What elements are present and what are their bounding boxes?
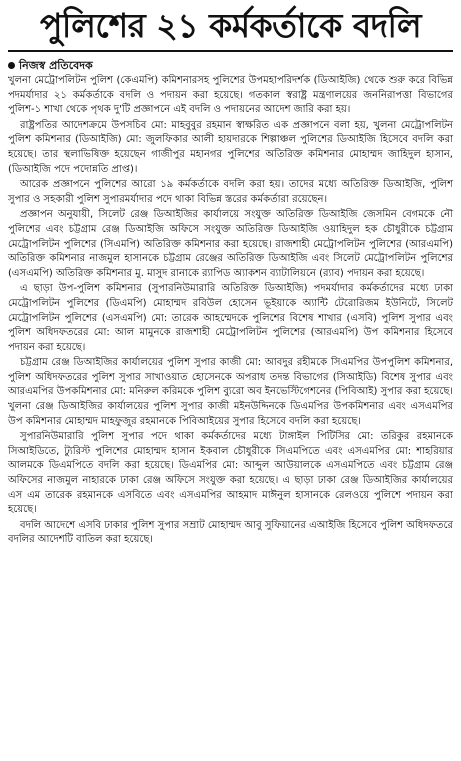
article-body	[8, 74, 453, 548]
paragraph-5: এ ছাড়া উপ-পুলিশ কমিশনার (সুপারনিউমারারি অতিরিক্ত ডিআইজি) পদমর্যাদার কর্মকর্তাদের মধ্যে ঢাকা মেট্রোপলিটন পুলিশের (ডিএমপি) মোহাম্মদ রবিউল হোসেন ভূইয়াকে অ্যান্টি টেরোরিজম ইউনিটে, সিলেট মেট্রোপলিটন পুলিশের (এসএমপি) মো: তারেক আহম্মেদকে পুলিশের বিশেষ শাখার (এসবি) পুলিশ সুপার এবং পুলিশ অধিদফতরের মো: আল মামুনকে রাজশাহী মেট্রোপলিটন পুলিশের (আরএমপি) উপ কমিশনার হিসেবে পদায়ন করা হয়েছে।	[8, 283, 453, 353]
byline-text: নিজস্ব প্রতিবেদক	[19, 59, 93, 72]
paragraph-8: বদলি আদেশে এসবি ঢাকার পুলিশ সুপার সম্রাট মোহাম্মদ আবু সুফিয়ানের এআইজি হিসেবে পুলিশ অধিদফতরে বদলির আদেশটি বাতিল করা হয়েছে।	[8, 519, 453, 546]
paragraph-7: সুপারনিউমারারি পুলিশ সুপার পদে থাকা কর্মকর্তাদের মধ্যে টাঙ্গাইল পিটিসির মো: তরিকুর রহমানকে সিআইডিতে, ট্যুরিস্ট পুলিশের মোহাম্মদ হাসান ইকবাল চৌধুরীকে সিএমপিতে এবং এসএমপির মো: শাহরিয়ার আলমকে ডিএমপিতে বদলি করা হয়েছে। ডিএমপির মো: আব্দুল আউয়ালকে এসএমপিতে এবং চট্টগ্রাম রেঞ্জ অফিসের নাজমুল নাহারকে ঢাকা রেঞ্জ অফিসে সংযুক্ত করা হয়েছে। এ ছাড়া ঢাকা রেঞ্জ ডিআইজির কার্যালয়ের এস এম তারেক রহমানকে এসবিতে এবং এসএমপির আহমাদ মাঈনুল হাসানকে রেলওয়ে পুলিশে পদায়ন করা হয়েছে।	[8, 431, 453, 516]
paragraph-4: প্রজ্ঞাপন অনুযায়ী, সিলেট রেঞ্জ ডিআইজির কার্যালয়ে সংযুক্ত অতিরিক্ত ডিআইজি জেসমিন বেগমকে নৌ পুলিশের এবং চট্টগ্রাম রেঞ্জ ডিআইজি অফিসে সংযুক্ত অতিরিক্ত ডিআইজি ওয়াহিদুল হক চৌধুরীকে চট্টগ্রাম মেট্রোপলিটন পুলিশের (সিএমপি) অতিরিক্ত কমিশনার করা হয়েছে। রাজশাহী মেট্রোপলিটন পুলিশের (আরএমপি) অতিরিক্ত কমিশনার নাজমুল হাসানকে চট্টগ্রাম রেঞ্জের অতিরিক্ত ডিআইজি এবং সিলেট মেট্রোপলিটন পুলিশের (এসএমপি) অতিরিক্ত কমিশনার মু. মাসুদ রানাকে র‌্যাপিড অ্যাকশন ব্যাটালিয়নে (র‌্যাব) পদায়ন করা হয়েছে।	[8, 209, 453, 279]
paragraph-1: খুলনা মেট্রোপলিটন পুলিশ (কেএমপি) কমিশনারসহ পুলিশের উপমহাপরিদর্শক (ডিআইজি) থেকে শুরু করে বিভিন্ন পদমর্যাদার ২১ কর্মকর্তাকে বদলি ও পদায়ন করা হয়েছে। গতকাল স্বরাষ্ট্র মন্ত্রণালয়ের জননিরাপত্তা বিভাগের পুলিশ-১ শাখা থেকে পৃথক দু'টি প্রজ্ঞাপনে এই বদলি ও পদায়নের আদেশ জারি করা হয়।	[8, 75, 453, 116]
headline: পুলিশের ২১ কর্মকর্তাকে বদলি	[39, 6, 422, 45]
bullet-icon	[8, 62, 15, 69]
paragraph-2: রাষ্ট্রপতির আদেশক্রমে উপসচিব মো: মাহবুবুর রহমান স্বাক্ষরিত এক প্রজ্ঞাপনে বলা হয়, খুলনা মেট্রোপলিটন পুলিশ কমিশনার (ডিআইজি) মো: জুলফিকার আলী হায়দারকে শিল্পাঞ্চল পুলিশের ডিআইজি হিসেবে বদলি করা হয়েছে। তার স্থলাভিষিক্ত হয়েছেন গাজীপুর মহানগর পুলিশের অতিরিক্ত কমিশনার মোহাম্মদ জাহিদুল হাসান, (ডিআইজি পদে পদোন্নতি প্রাপ্ত)।	[8, 119, 453, 175]
paragraph-3: আরেক প্রজ্ঞাপনে পুলিশের আরো ১৯ কর্মকর্তাকে বদলি করা হয়। তাদের মধ্যে অতিরিক্ত ডিআইজি, পুলিশ সুপার ও সহকারী পুলিশ সুপারমর্যাদার পদে থাকা বিভিন্ন স্তরের কর্মকর্তারা রয়েছেন।	[8, 179, 453, 205]
paragraph-6: চট্টগ্রাম রেঞ্জ ডিআইজির কার্যালয়ের পুলিশ সুপার কাজী মো: আবদুর রহীমকে সিএমপির উপপুলিশ কমিশনার, পুলিশ অধিদফতরের পুলিশ সুপার সাখাওয়াত হোসেনকে অপরাধ তদন্ত বিভাগের (সিআইডি) বিশেষ সুপার এবং আরএমপির উপকমিশনার মো: মনিরুল করিমকে পুলিশ ব্যুরো অব ইনভেস্টিগেশনের (পিবিআই) সুপার করা হয়েছে। খুলনা রেঞ্জ ডিআইজির কার্যালয়ের পুলিশ সুপার কাজী মইনউদ্দিনকে ডিএমপির উপকমিশনার এবং এসএমপির উপ কমিশনার মোহাম্মদ মাহফুজুর রহমানকে পিবিআইয়ের সুপার হিসেবে বদলি করা হয়েছে।	[8, 357, 453, 427]
byline	[8, 58, 453, 73]
headline-divider	[8, 50, 453, 52]
